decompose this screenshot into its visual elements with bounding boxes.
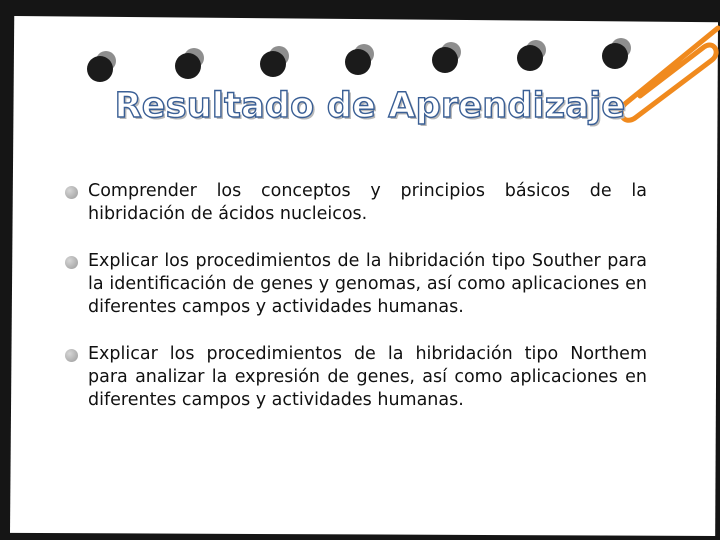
bullet-text: Comprender los conceptos y principios básicos de la hibridación de ácidos nucleicos.: [88, 181, 647, 224]
bullet-list: [65, 180, 647, 436]
binder-hole-icon: [345, 49, 371, 75]
bullet-dot-icon: [65, 349, 78, 362]
bullet-dot-icon: [65, 256, 78, 269]
bullet-text: Explicar los procedimientos de la hibridación tipo Northem para analizar la expresión de genes, así como aplicaciones en diferentes campos y actividades humanas.: [88, 344, 647, 410]
binder-hole-icon: [87, 56, 113, 82]
slide-title: Resultado de Aprendizaje: [114, 86, 626, 126]
bullet-dot-icon: [65, 186, 78, 199]
list-item: [65, 343, 647, 412]
binder-hole-icon: [175, 53, 201, 79]
list-item: [65, 180, 647, 226]
binder-hole-icon: [517, 45, 543, 71]
bullet-text: Explicar los procedimientos de la hibridación tipo Souther para la identificación de genes y genomas, así como aplicaciones en diferentes campos y actividades humanas.: [88, 251, 647, 317]
list-item: [65, 250, 647, 319]
binder-hole-icon: [432, 47, 458, 73]
binder-hole-icon: [260, 51, 286, 77]
